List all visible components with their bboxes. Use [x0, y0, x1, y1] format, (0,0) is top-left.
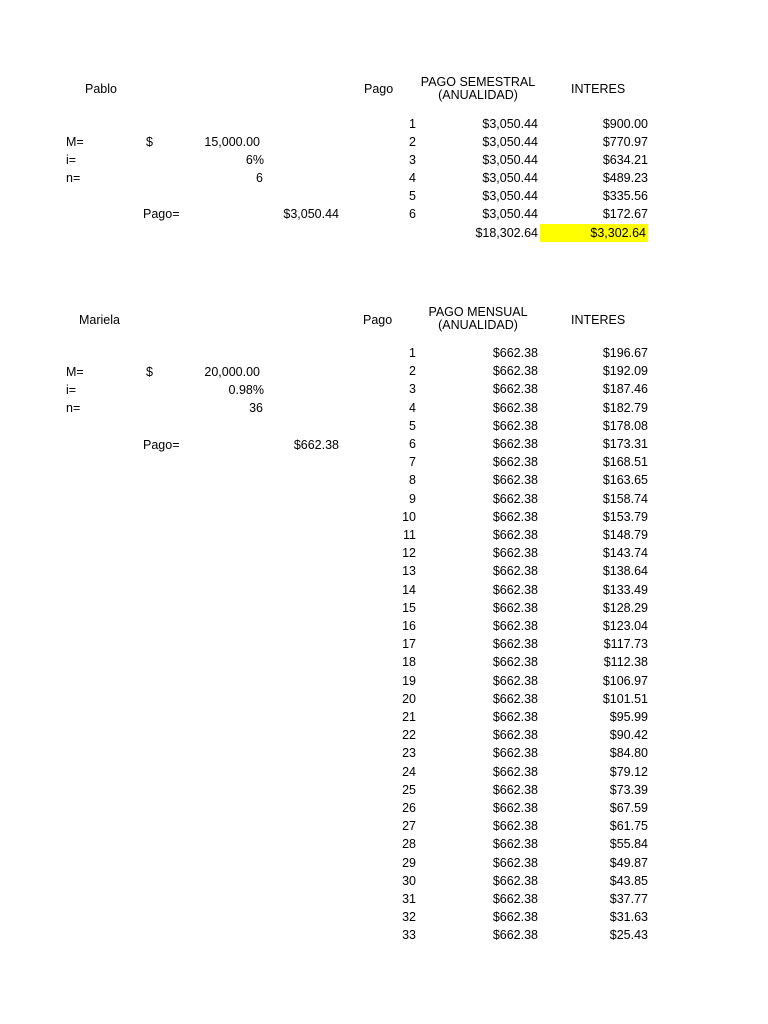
row-number: 16 [402, 619, 416, 633]
row-interest: $148.79 [602, 528, 648, 542]
row-payment: $3,050.44 [482, 189, 538, 203]
row-interest: $43.85 [609, 873, 648, 888]
row-interest: $117.73 [603, 637, 648, 652]
row-number: 18 [402, 655, 416, 670]
table-row [0, 854, 768, 872]
table-row [0, 672, 768, 690]
col-header-pago [410, 306, 546, 332]
row-payment: $662.38 [492, 364, 538, 379]
col-header-interes: INTERES [571, 82, 626, 96]
table-row [0, 599, 768, 617]
row-interest: $90.42 [609, 728, 648, 743]
currency-symbol: $ [146, 135, 153, 149]
row-interest: $106.97 [602, 673, 648, 688]
row-number: 11 [403, 528, 416, 542]
currency-symbol: $ [146, 365, 153, 379]
table-row [0, 417, 768, 435]
row-interest: $172.67 [602, 207, 648, 221]
i-value: 6% [245, 153, 264, 167]
n-value: 36 [249, 401, 263, 415]
row-interest: $770.97 [602, 135, 648, 149]
row-number: 20 [402, 691, 416, 706]
row-payment: $662.38 [492, 710, 538, 724]
row-payment: $662.38 [492, 418, 538, 433]
totals-row [0, 224, 768, 242]
n-label: n= [66, 401, 81, 415]
row-number: 6 [409, 207, 416, 221]
row-payment: $662.38 [492, 819, 538, 834]
table-row [0, 508, 768, 526]
row-payment: $662.38 [492, 509, 538, 524]
row-number: 8 [409, 473, 416, 488]
table-row [0, 635, 768, 653]
row-number: 32 [402, 910, 416, 925]
table-row [0, 362, 768, 380]
row-number: 15 [402, 600, 416, 615]
table-row [0, 817, 768, 835]
row-payment: $662.38 [492, 837, 538, 852]
row-payment: $3,050.44 [482, 117, 538, 131]
row-payment: $662.38 [492, 928, 538, 943]
total-interest: $3,302.64 [540, 224, 648, 242]
row-interest: $101.51 [602, 691, 648, 706]
row-payment: $662.38 [492, 910, 538, 925]
table-row [0, 872, 768, 890]
row-interest: $634.21 [602, 153, 648, 167]
row-payment: $662.38 [492, 746, 538, 761]
col-header-pago-line2: (ANUALIDAD) [438, 88, 518, 102]
row-number: 9 [409, 491, 416, 506]
row-payment: $662.38 [492, 691, 538, 706]
row-interest: $138.64 [602, 564, 648, 579]
table-row [0, 908, 768, 926]
row-number: 30 [402, 873, 416, 888]
table-row [0, 435, 768, 453]
row-payment: $662.38 [492, 655, 538, 670]
pago-value: $662.38 [293, 438, 339, 452]
row-payment: $662.38 [492, 400, 538, 415]
row-interest: $112.38 [603, 655, 648, 670]
table-row [0, 926, 768, 944]
col-header-pago-line1: PAGO SEMESTRAL [420, 75, 536, 89]
row-interest: $158.74 [602, 491, 648, 506]
row-interest: $37.77 [609, 892, 648, 906]
row-interest: $163.65 [602, 473, 648, 488]
person-name: Pablo [85, 82, 117, 96]
row-interest: $95.99 [609, 710, 648, 724]
pago-value: $3,050.44 [283, 207, 339, 221]
row-interest: $123.04 [602, 619, 648, 633]
table-row [0, 526, 768, 544]
table-row [0, 781, 768, 799]
table-row [0, 490, 768, 508]
row-interest: $73.39 [609, 782, 648, 797]
row-payment: $3,050.44 [482, 135, 538, 149]
table-row [0, 617, 768, 635]
table-row [0, 544, 768, 562]
row-payment: $662.38 [492, 473, 538, 488]
row-interest: $182.79 [602, 400, 648, 415]
row-number: 4 [409, 400, 416, 415]
row-interest: $178.08 [602, 418, 648, 433]
row-number: 6 [409, 437, 416, 451]
row-payment: $662.38 [492, 619, 538, 633]
table-row [0, 399, 768, 417]
row-payment: $662.38 [492, 673, 538, 688]
col-header-num: Pago [363, 313, 393, 327]
table-row [0, 835, 768, 853]
row-payment: $662.38 [492, 546, 538, 561]
table-row [0, 726, 768, 744]
table-row [0, 763, 768, 781]
table-row [0, 133, 768, 151]
row-number: 33 [402, 928, 416, 943]
i-label: i= [66, 153, 77, 167]
row-number: 26 [402, 801, 416, 815]
row-number: 1 [409, 346, 416, 360]
row-number: 2 [409, 364, 416, 379]
row-payment: $662.38 [492, 782, 538, 797]
row-interest: $79.12 [609, 764, 648, 779]
m-label: M= [66, 365, 84, 379]
row-number: 12 [402, 546, 416, 561]
i-label: i= [66, 383, 77, 397]
col-header-interes: INTERES [571, 313, 626, 327]
table-row [0, 581, 768, 599]
row-payment: $662.38 [492, 437, 538, 451]
table-row [0, 344, 768, 362]
row-number: 29 [402, 855, 416, 870]
col-header-num: Pago [364, 82, 394, 96]
row-number: 3 [409, 382, 416, 397]
row-number: 27 [402, 819, 416, 834]
table-row [0, 653, 768, 671]
row-number: 17 [402, 637, 416, 652]
row-payment: $3,050.44 [482, 153, 538, 167]
m-value: 15,000.00 [204, 135, 260, 149]
row-payment: $662.38 [492, 892, 538, 906]
m-value: 20,000.00 [204, 365, 260, 379]
col-header-pago-line1: PAGO MENSUAL [428, 305, 528, 319]
row-number: 23 [402, 746, 416, 761]
row-interest: $192.09 [602, 364, 648, 379]
person-name: Mariela [79, 313, 120, 327]
total-payment: $18,302.64 [475, 226, 538, 240]
row-interest: $900.00 [602, 117, 648, 131]
table-row [0, 187, 768, 205]
row-number: 19 [402, 673, 416, 688]
row-payment: $3,050.44 [482, 171, 538, 185]
row-payment: $3,050.44 [482, 207, 538, 221]
row-number: 1 [409, 117, 416, 131]
table-row [0, 690, 768, 708]
row-interest: $84.80 [609, 746, 648, 761]
row-number: 3 [409, 153, 416, 167]
table-row [0, 799, 768, 817]
row-number: 22 [402, 728, 416, 743]
i-value: 0.98% [228, 383, 264, 397]
row-payment: $662.38 [492, 382, 538, 397]
table-row [0, 744, 768, 762]
col-header-pago [410, 76, 546, 102]
row-interest: $489.23 [602, 171, 648, 185]
row-number: 4 [409, 171, 416, 185]
row-number: 21 [402, 710, 416, 724]
row-interest: $128.29 [602, 600, 648, 615]
row-number: 7 [409, 455, 416, 470]
row-number: 5 [409, 418, 416, 433]
row-number: 25 [402, 782, 416, 797]
row-interest: $67.59 [609, 801, 648, 815]
n-value: 6 [256, 171, 263, 185]
table-row [0, 471, 768, 489]
table-row [0, 453, 768, 471]
row-interest: $335.56 [602, 189, 648, 203]
row-interest: $153.79 [602, 509, 648, 524]
row-number: 28 [402, 837, 416, 852]
row-interest: $25.43 [609, 928, 648, 943]
row-interest: $187.46 [602, 382, 648, 397]
row-payment: $662.38 [492, 873, 538, 888]
row-interest: $168.51 [602, 455, 648, 470]
row-interest: $173.31 [602, 437, 648, 451]
table-row [0, 115, 768, 133]
row-interest: $143.74 [602, 546, 648, 561]
row-number: 24 [402, 764, 416, 779]
row-number: 31 [402, 892, 416, 906]
table-row [0, 708, 768, 726]
pago-label: Pago= [143, 438, 180, 452]
row-payment: $662.38 [492, 491, 538, 506]
table-row [0, 151, 768, 169]
row-payment: $662.38 [492, 528, 538, 542]
table-row [0, 380, 768, 398]
row-payment: $662.38 [492, 801, 538, 815]
row-number: 14 [402, 582, 416, 597]
row-interest: $55.84 [609, 837, 648, 852]
pago-label: Pago= [143, 207, 180, 221]
row-interest: $196.67 [602, 346, 648, 360]
col-header-pago-line2: (ANUALIDAD) [438, 318, 518, 332]
row-number: 2 [409, 135, 416, 149]
row-payment: $662.38 [492, 455, 538, 470]
row-payment: $662.38 [492, 582, 538, 597]
table-row [0, 562, 768, 580]
row-payment: $662.38 [492, 637, 538, 652]
table-row [0, 169, 768, 187]
row-number: 13 [402, 564, 416, 579]
row-interest: $31.63 [609, 910, 648, 925]
row-payment: $662.38 [492, 855, 538, 870]
row-interest: $133.49 [602, 582, 648, 597]
row-interest: $49.87 [609, 855, 648, 870]
n-label: n= [66, 171, 81, 185]
row-payment: $662.38 [492, 564, 538, 579]
table-row [0, 890, 768, 908]
m-label: M= [66, 135, 84, 149]
row-payment: $662.38 [492, 764, 538, 779]
table-row [0, 205, 768, 223]
row-payment: $662.38 [492, 346, 538, 360]
row-interest: $61.75 [609, 819, 648, 834]
row-payment: $662.38 [492, 600, 538, 615]
row-number: 5 [409, 189, 416, 203]
row-payment: $662.38 [492, 728, 538, 743]
row-number: 10 [402, 509, 416, 524]
